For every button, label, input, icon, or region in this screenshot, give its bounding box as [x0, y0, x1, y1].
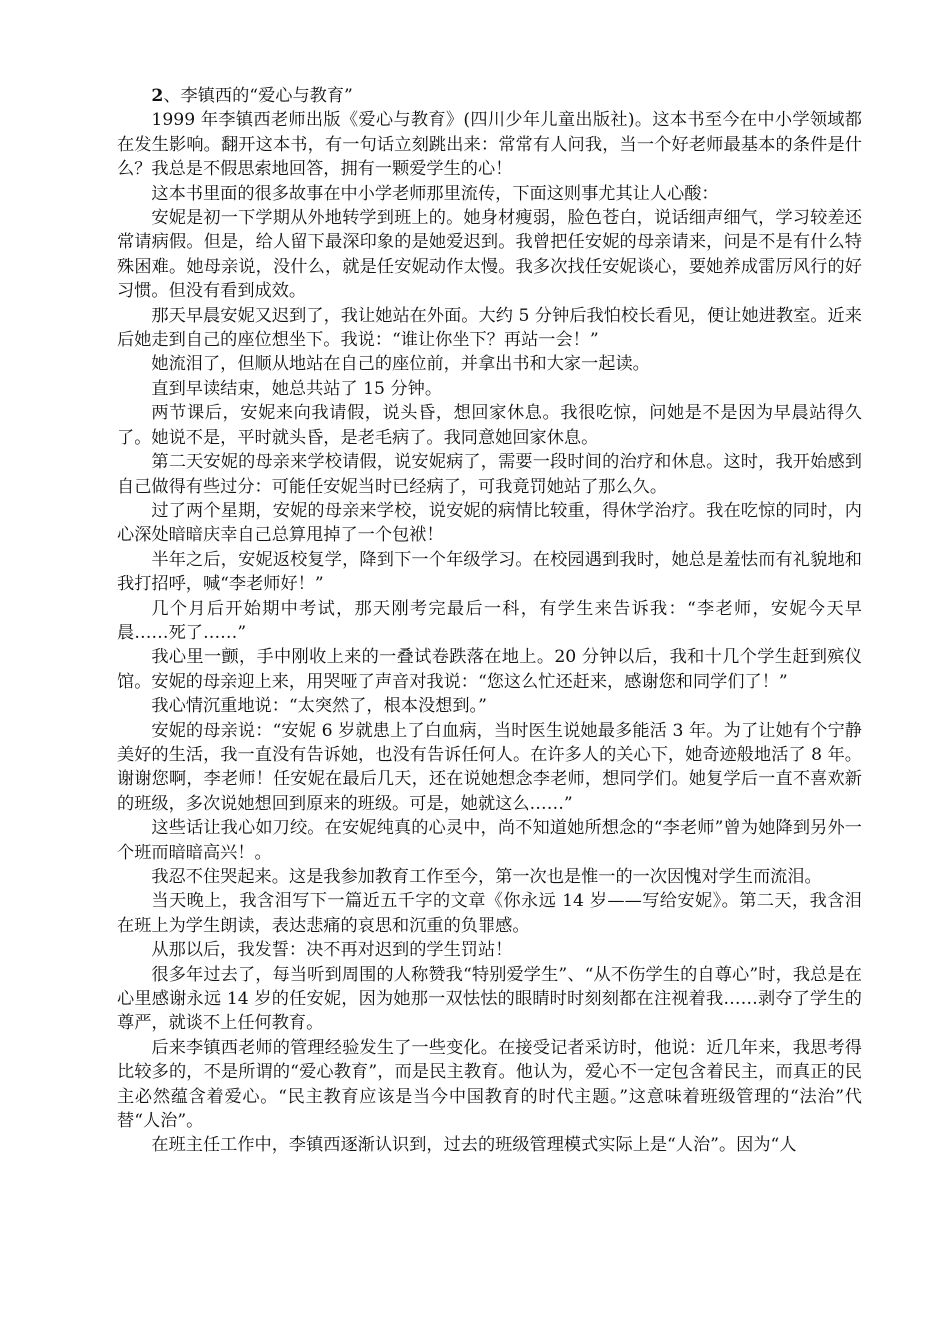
- paragraph-1: 1999 年李镇西老师出版《爱心与教育》(四川少年儿童出版社)。这本书至今在中小学领域都在发生影响。翻开这本书，有一句话立刻跳出来：常常有人问我，当一个好老师最基本的条件是什么？我总是不假思索地回答，拥有一颗爱学生的心！: [117, 110, 862, 180]
- paragraph-20: 后来李镇西老师的管理经验发生了一些变化。在接受记者采访时，他说：近几年来，我思考得比较多的，不是所谓的“爱心教育”，而是民主教育。他认为，爱心不一定包含着民主，而真正的民主必然蕴含着爱心。“民主教育应该是当今中国教育的时代主题。”这意味着班级管理的“法治”代替“人治”。: [117, 1037, 862, 1132]
- paragraph-10: 半年之后，安妮返校复学，降到下一个年级学习。在校园遇到我时，她总是羞怯而有礼貌地和我打招呼，喊“李老师好！”: [117, 549, 862, 595]
- paragraph-16: 我忍不住哭起来。这是我参加教育工作至今，第一次也是惟一的一次因愧对学生而流泪。: [151, 867, 822, 887]
- paragraph-4: 那天早晨安妮又迟到了，我让她站在外面。大约 5 分钟后我怕校长看见，便让她进教室。近来后她走到自己的座位想坐下。我说：“谁让你坐下？再站一会！”: [117, 305, 862, 351]
- section-number: 2: [151, 86, 164, 106]
- paragraph-14: 安妮的母亲说：“安妮 6 岁就患上了白血病，当时医生说她最多能活 3 年。为了让她有个宁静美好的生活，我一直没有告诉她，也没有告诉任何人。在许多人的关心下，她奇迹般地活了 8 年。谢谢您啊，李老师！任安妮在最后几天，还在说她想念李老师，想同学们。她复学后一直不喜欢新的班级，多次说她想回到原来的班级。可是，她就这么……”: [117, 720, 862, 814]
- section-title: 、李镇西的“爱心与教育”: [163, 86, 353, 106]
- paragraph-2: 这本书里面的很多故事在中小学老师那里流传，下面这则事尤其让人心酸：: [151, 183, 719, 204]
- paragraph-8: 第二天安妮的母亲来学校请假，说安妮病了，需要一段时间的治疗和休息。这时，我开始感到自己做得有些过分：可能任安妮当时已经病了，可我竟罚她站了那么久。: [117, 452, 862, 497]
- paragraph-21: 在班主任工作中，李镇西逐渐认识到，过去的班级管理模式实际上是“人治”。因为“人: [151, 1135, 797, 1156]
- paragraph-7: 两节课后，安妮来向我请假，说头昏，想回家休息。我很吃惊，问她是不是因为早晨站得久了。她说不是，平时就头昏，是老毛病了。我同意她回家休息。: [117, 403, 862, 448]
- paragraph-17: 当天晚上，我含泪写下一篇近五千字的文章《你永远 14 岁——写给安妮》。第二天，我含泪在班上为学生朗读，表达悲痛的哀思和沉重的负罪感。: [117, 891, 862, 936]
- section-heading: [117, 84, 862, 108]
- paragraph-13: 我心情沉重地说：“太突然了，根本没想到。”: [151, 696, 487, 717]
- paragraph-12: 我心里一颤，手中刚收上来的一叠试卷跌落在地上。20 分钟以后，我和十几个学生赶到殡仪馆。安妮的母亲迎上来，用哭哑了声音对我说：“您这么忙还赶来，感谢您和同学们了！”: [117, 647, 862, 692]
- paragraph-18: 从那以后，我发誓：决不再对迟到的学生罚站！: [151, 940, 513, 961]
- paragraph-19: 很多年过去了，每当听到周围的人称赞我“特别爱学生”、“从不伤学生的自尊心”时，我总是在心里感谢永远 14 岁的任安妮，因为她那一双怯怯的眼睛时时刻刻都在注视着我……剥夺了学生的尊严，就谈不上任何教育。: [117, 964, 862, 1034]
- paragraph-6: 直到早读结束，她总共站了 15 分钟。: [151, 378, 443, 399]
- paragraph-11: 几个月后开始期中考试，那天刚考完最后一科，有学生来告诉我：“李老师，安妮今天早晨……死了……”: [117, 598, 862, 643]
- paragraph-5: 她流泪了，但顺从地站在自己的座位前，并拿出书和大家一起读。: [151, 354, 650, 375]
- document-body: [117, 84, 862, 1158]
- paragraph-3: 安妮是初一下学期从外地转学到班上的。她身材瘦弱，脸色苍白，说话细声细气，学习较差还常请病假。但是，给人留下最深印象的是她爱迟到。我曾把任安妮的母亲请来，问是不是有什么特殊困难。她母亲说，没什么，就是任安妮动作太慢。我多次找任安妮谈心，要她养成雷厉风行的好习惯。但没有看到成效。: [117, 208, 862, 302]
- paragraph-9: 过了两个星期，安妮的母亲来学校，说安妮的病情比较重，得休学治疗。我在吃惊的同时，内心深处暗暗庆幸自己总算甩掉了一个包袱！: [117, 500, 862, 546]
- paragraph-15: 这些话让我心如刀绞。在安妮纯真的心灵中，尚不知道她所想念的“李老师”曾为她降到另外一个班而暗暗高兴！。: [117, 818, 862, 863]
